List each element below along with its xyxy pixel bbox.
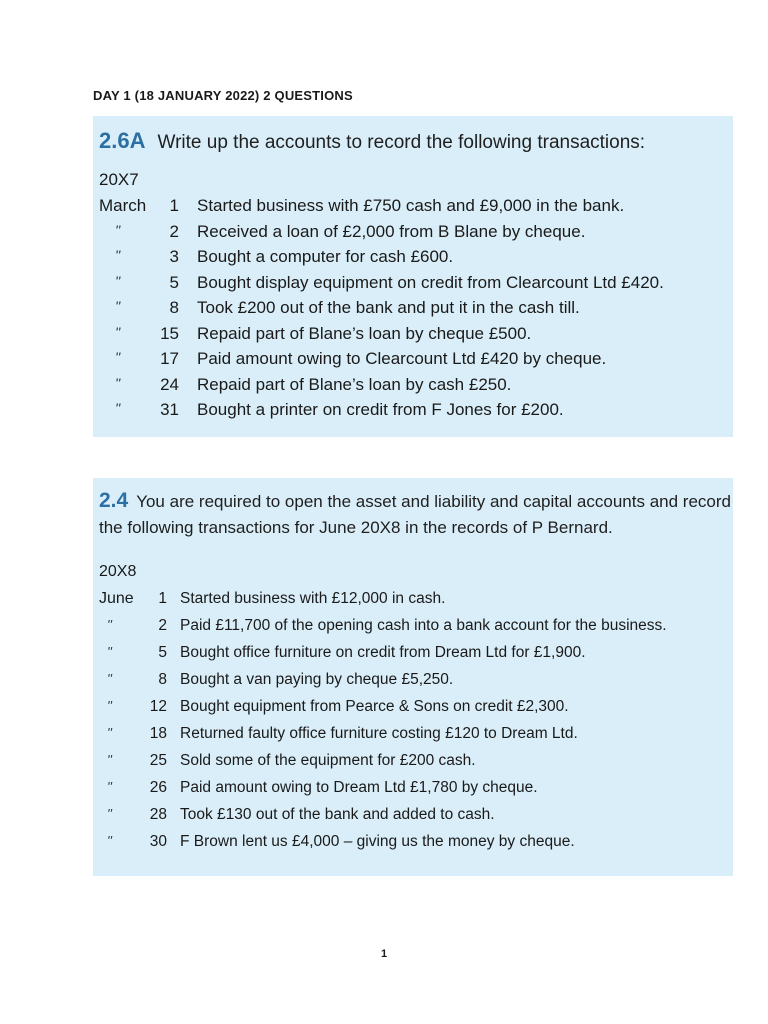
transaction-row (93, 671, 733, 698)
transaction-row (93, 752, 733, 779)
transaction-day: 1 (169, 196, 179, 215)
ditto-mark: '' (107, 617, 112, 632)
transaction-day: 3 (169, 247, 179, 266)
transaction-description: Paid amount owing to Dream Ltd £1,780 by cheque. (180, 779, 538, 796)
transaction-day: 2 (158, 617, 167, 634)
ditto-mark: '' (115, 221, 121, 238)
transaction-day: 8 (169, 298, 179, 317)
transaction-row (93, 833, 733, 860)
transaction-row (93, 298, 733, 322)
transaction-day: 18 (149, 725, 167, 742)
ditto-mark: '' (107, 806, 112, 821)
transaction-row (93, 349, 733, 373)
question-number: 2.6A (99, 128, 146, 153)
transaction-row (93, 222, 733, 246)
page-number: 1 (380, 948, 388, 960)
transaction-row (93, 644, 733, 671)
ditto-mark: '' (107, 779, 112, 794)
ditto-mark: '' (115, 247, 121, 263)
transaction-day: 12 (149, 698, 167, 715)
ditto-mark: '' (107, 671, 112, 686)
ditto-mark: '' (107, 644, 112, 659)
transaction-description: Repaid part of Blane’s loan by cash £250. (197, 374, 512, 394)
question-2-4-header (99, 488, 733, 541)
question-2-6a-box (93, 116, 733, 437)
transaction-description: F Brown lent us £4,000 – giving us the money by cheque. (180, 833, 575, 850)
year-label: 20X7 (99, 170, 139, 189)
transaction-day: 28 (149, 806, 167, 823)
transaction-row (93, 806, 733, 833)
ditto-mark: '' (115, 374, 121, 391)
transaction-description: Started business with £12,000 in cash. (180, 590, 446, 607)
year-label: 20X8 (99, 563, 137, 580)
ditto-mark: '' (115, 349, 121, 365)
transaction-description: Paid £11,700 of the opening cash into a bank account for the business. (180, 617, 667, 634)
transaction-row (93, 247, 733, 271)
transaction-description: Bought a printer on credit from F Jones for £200. (197, 400, 564, 419)
transaction-description: Bought a computer for cash £600. (197, 247, 454, 266)
transaction-row (93, 375, 733, 399)
transaction-description: Took £130 out of the bank and added to cash. (180, 806, 495, 823)
month-label: March (99, 196, 147, 215)
transaction-row (93, 779, 733, 806)
transaction-day: 1 (158, 590, 167, 607)
transaction-row (93, 725, 733, 752)
transaction-day: 15 (160, 323, 179, 343)
transaction-day: 30 (149, 833, 167, 850)
ditto-mark: '' (115, 323, 121, 340)
transaction-description: Started business with £750 cash and £9,000 in the bank. (197, 196, 625, 215)
question-instruction: You are required to open the asset and liability and capital accounts and record the following transactions for June 20X8 in the records of P Bernard. (99, 492, 731, 537)
transaction-description: Sold some of the equipment for £200 cash. (180, 752, 476, 769)
transaction-row (93, 324, 733, 348)
transaction-description: Returned faulty office furniture costing £120 to Dream Ltd. (180, 725, 578, 742)
transaction-day: 17 (160, 349, 179, 368)
transaction-row (93, 400, 733, 424)
transaction-description: Bought equipment from Pearce & Sons on credit £2,300. (180, 698, 569, 715)
transaction-description: Bought display equipment on credit from Clearcount Ltd £420. (197, 272, 664, 292)
ditto-mark: '' (115, 400, 121, 416)
transaction-row (93, 698, 733, 725)
ditto-mark: '' (107, 752, 112, 767)
transaction-description: Took £200 out of the bank and put it in the cash till. (197, 298, 580, 317)
transaction-row (93, 196, 733, 220)
question-number: 2.4 (99, 489, 129, 512)
transaction-day: 31 (160, 400, 179, 419)
transaction-day: 8 (158, 671, 167, 688)
transaction-description: Repaid part of Blane’s loan by cheque £500. (197, 323, 532, 343)
question-2-4-box (93, 478, 733, 876)
transaction-description: Paid amount owing to Clearcount Ltd £420 by cheque. (197, 349, 607, 368)
transaction-row (93, 590, 733, 617)
page-heading: DAY 1 (18 JANUARY 2022) 2 QUESTIONS (93, 88, 353, 103)
transaction-description: Bought office furniture on credit from Dream Ltd for £1,900. (180, 644, 586, 661)
transaction-day: 5 (158, 644, 167, 661)
question-instruction: Write up the accounts to record the following transactions: (157, 132, 646, 153)
transaction-day: 24 (160, 374, 179, 394)
ditto-mark: '' (107, 698, 112, 713)
transaction-row (93, 617, 733, 644)
transaction-day: 2 (169, 221, 179, 241)
ditto-mark: '' (107, 833, 112, 848)
ditto-mark: '' (115, 272, 121, 289)
transaction-day: 25 (149, 752, 167, 769)
transaction-description: Received a loan of £2,000 from B Blane by cheque. (197, 221, 586, 241)
month-label: June (99, 590, 134, 607)
ditto-mark: '' (115, 298, 121, 314)
transaction-day: 26 (149, 779, 167, 796)
transaction-row (93, 273, 733, 297)
transaction-description: Bought a van paying by cheque £5,250. (180, 671, 454, 688)
ditto-mark: '' (107, 725, 112, 740)
transaction-day: 5 (169, 272, 179, 292)
question-2-6a-header (99, 128, 645, 154)
